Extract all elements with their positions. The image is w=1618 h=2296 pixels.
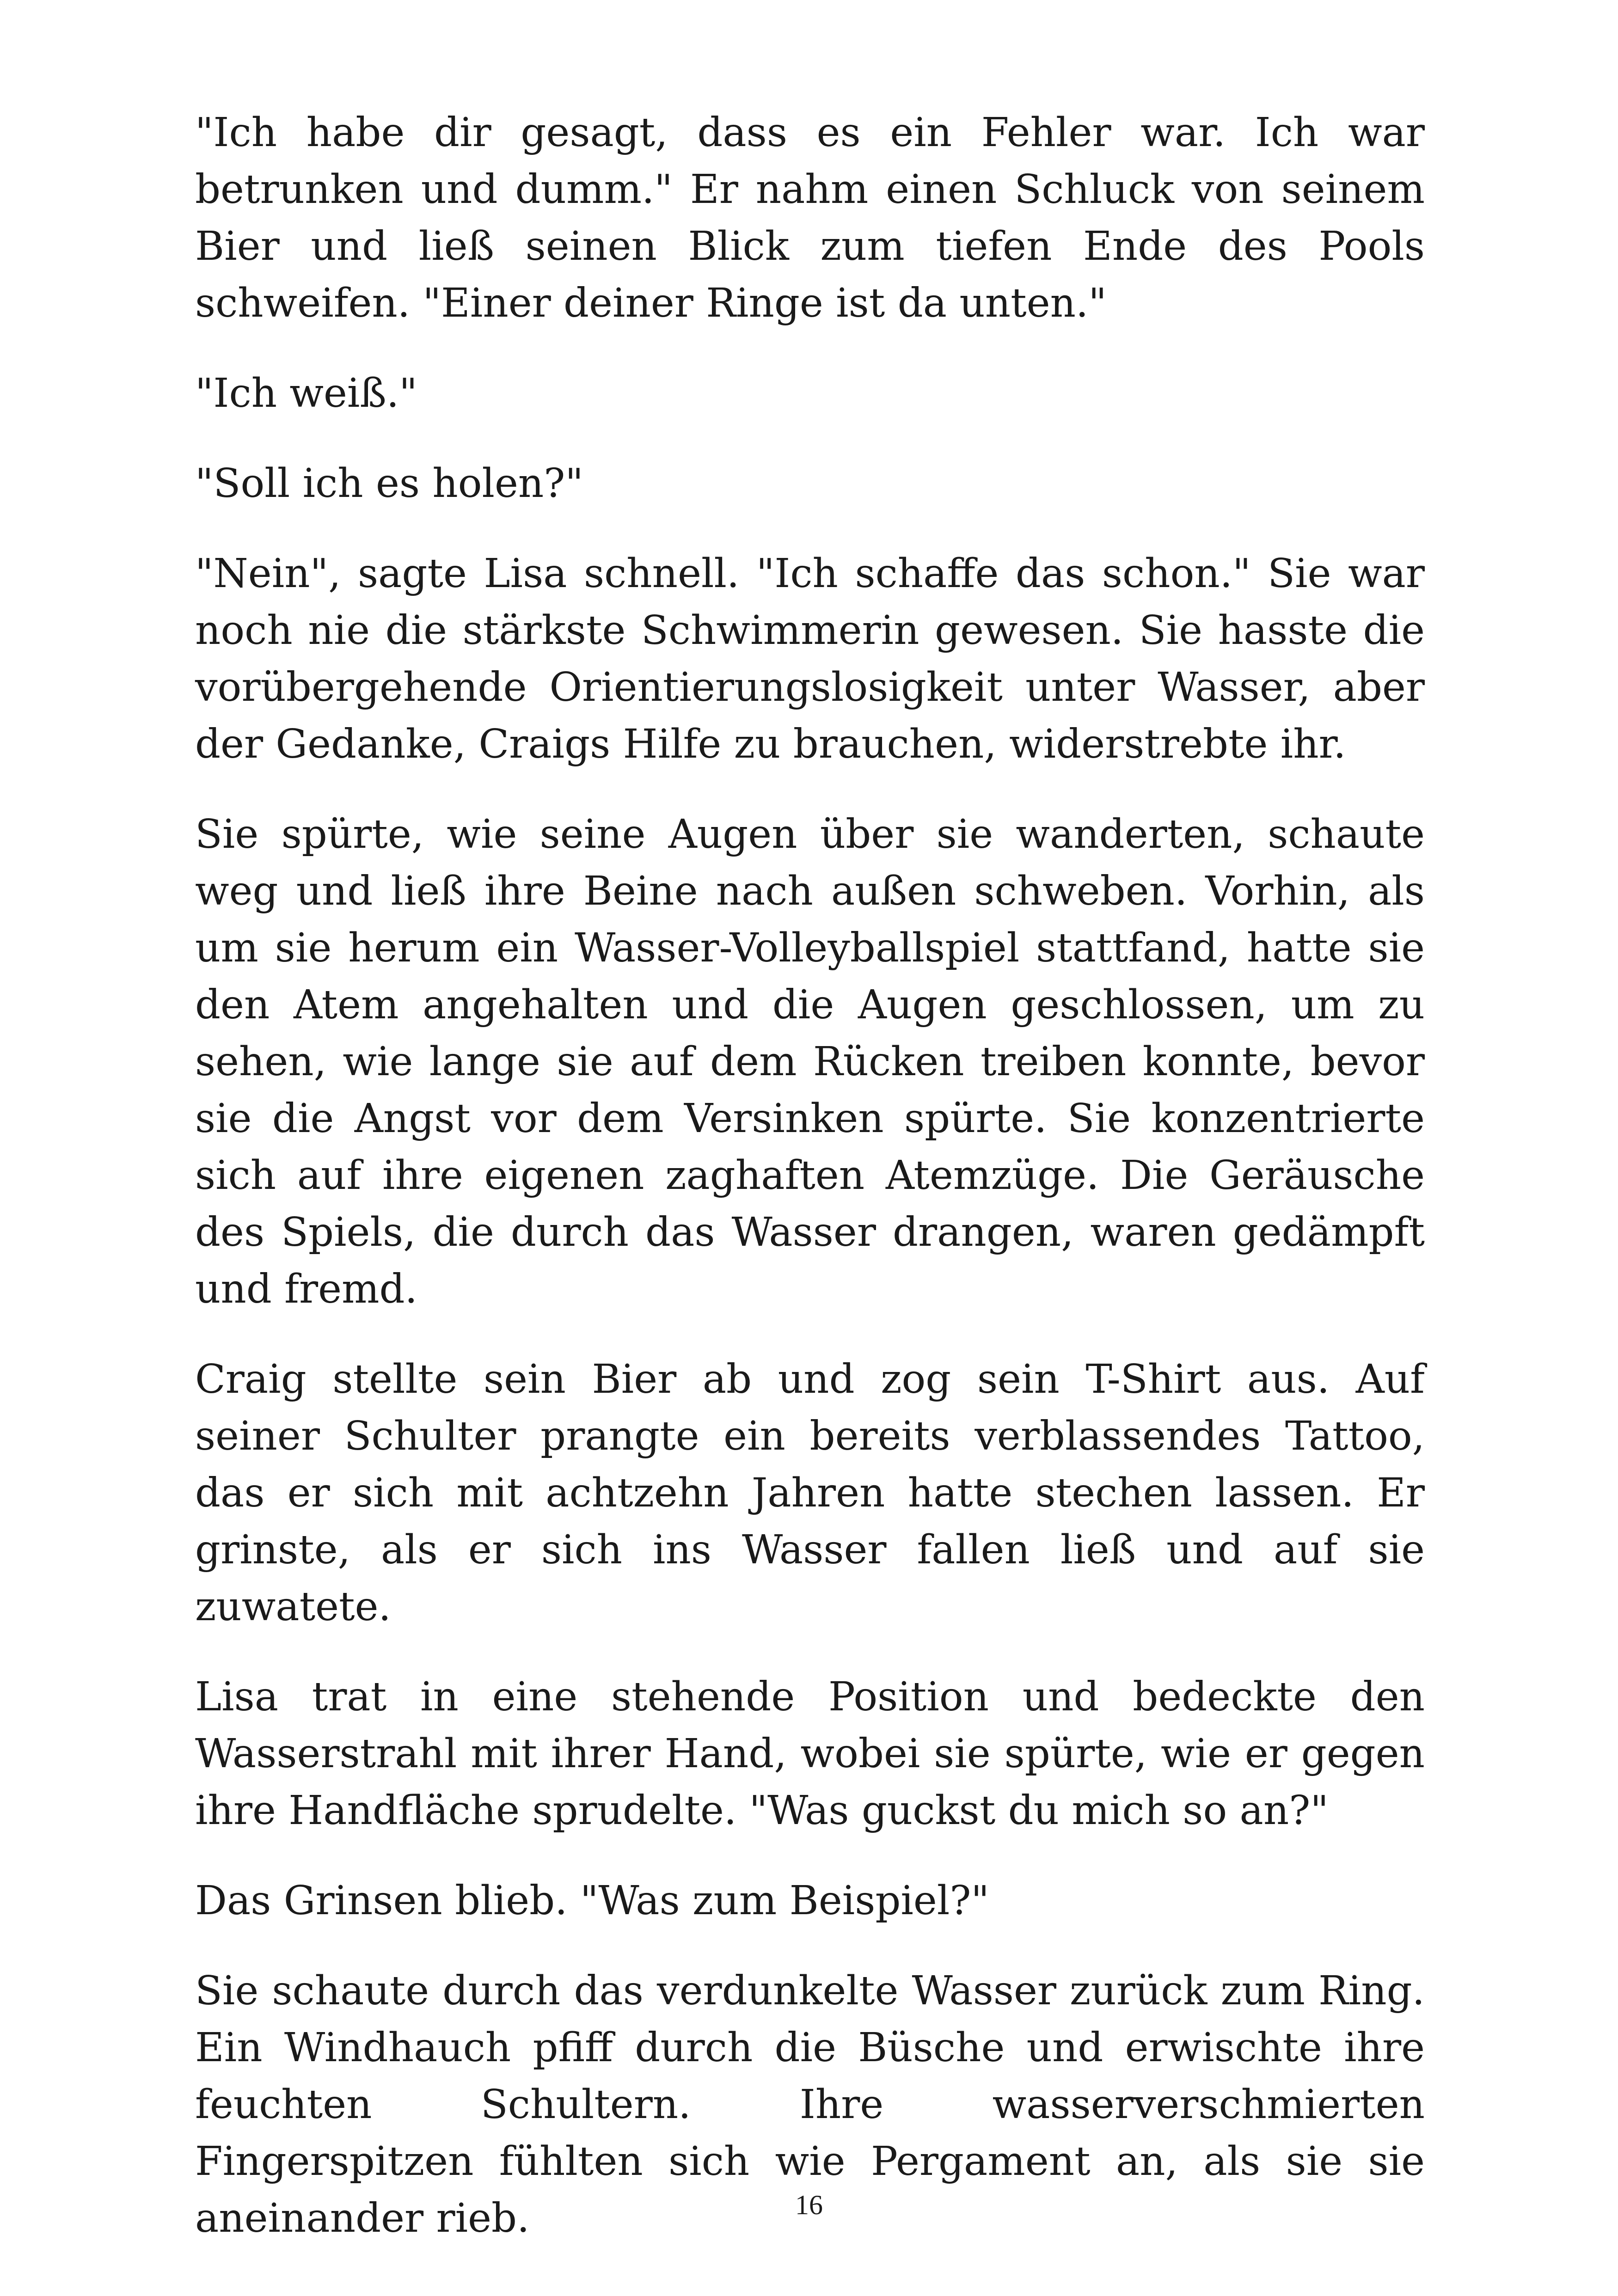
paragraph: Sie spürte, wie seine Augen über sie wanderten, schaute weg und ließ ihre Beine nach außen schweben. Vorhin, als um sie herum ein Wasser-Volleyballspiel stattfand, hatte sie den Atem angehalten und die Augen geschlossen, um zu sehen, wie lange sie auf dem Rücken treiben konnte, bevor sie die Angst vor dem Versinken spürte. Sie konzentrierte sich auf ihre eigenen zaghaften Atemzüge. Die Geräusche des Spiels, die durch das Wasser drangen, waren gedämpft und fremd. [195,811,1425,1312]
paragraph: Sie schaute durch das verdunkelte Wasser zurück zum Ring. Ein Windhauch pfiff durch die Büsche und erwischte ihre feuchten Schultern. Ihre wasserverschmierten Fingerspitzen fühlten sich wie Pergament an, als sie sie aneinander rieb. [195,1968,1425,2241]
paragraph: "Ich weiß." [195,370,417,416]
paragraph: "Nein", sagte Lisa schnell. "Ich schaffe das schon." Sie war noch nie die stärkste Schwimmerin gewesen. Sie hasste die vorübergehende Orientierungslosigkeit unter Wasser, aber der Gedanke, Craigs Hilfe zu brauchen, widerstrebte ihr. [195,551,1425,767]
paragraph: Lisa trat in eine stehende Position und bedeckte den Wasserstrahl mit ihrer Hand, wobei sie spürte, wie er gegen ihre Handfläche sprudelte. "Was guckst du mich so an?" [195,1674,1425,1834]
paragraph: Craig stellte sein Bier ab und zog sein T-Shirt aus. Auf seiner Schulter prangte ein bereits verblassendes Tattoo, das er sich mit achtzehn Jahren hatte stechen lassen. Er grinste, als er sich ins Wasser fallen ließ und auf sie zuwatete. [195,1356,1425,1630]
paragraph: "Ich habe dir gesagt, dass es ein Fehler war. Ich war betrunken und dumm." Er nahm einen Schluck von seinem Bier und ließ seinen Blick zum tiefen Ende des Pools schweifen. "Einer deiner Ringe ist da unten." [195,110,1425,326]
paragraph: "Soll ich es holen?" [195,460,583,507]
page-number: 16 [795,2190,823,2220]
paragraph: Das Grinsen blieb. "Was zum Beispiel?" [195,1878,989,1924]
body-text [195,104,1425,2280]
